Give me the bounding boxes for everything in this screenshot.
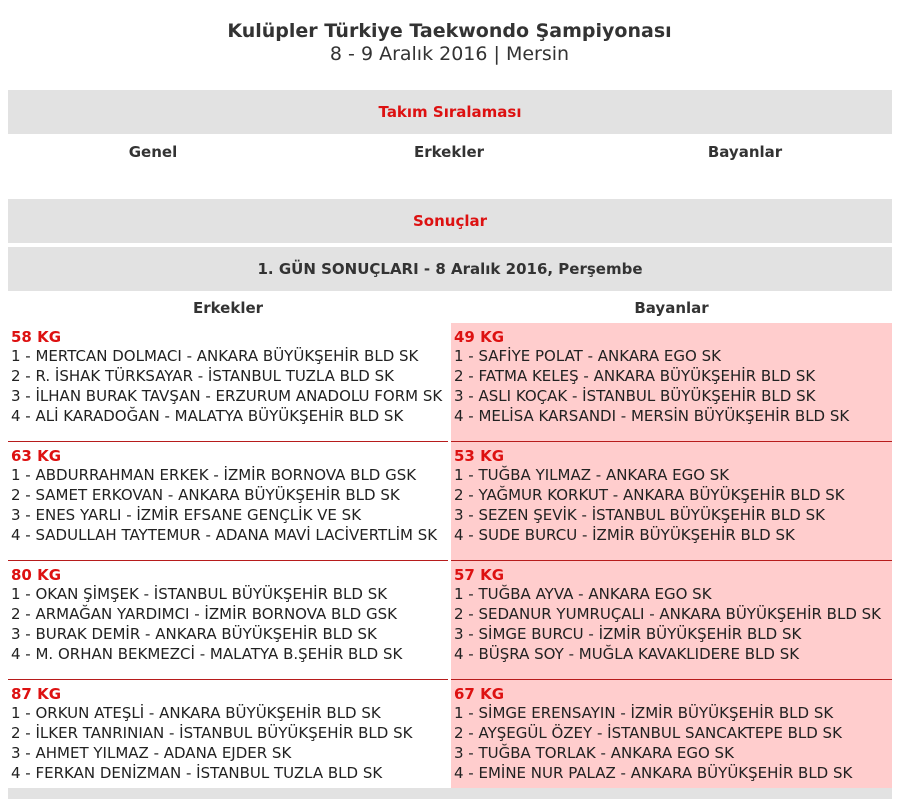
weight-class-label: 87 KG xyxy=(11,685,62,703)
weight-class-label: 63 KG xyxy=(11,447,62,465)
result-line: 1 - SAFİYE POLAT - ANKARA EGO SK xyxy=(454,347,721,365)
weight-class-label: 49 KG xyxy=(454,328,505,346)
result-line: 3 - ASLI KOÇAK - İSTANBUL BÜYÜKŞEHİR BLD SK xyxy=(454,387,816,405)
men-column-heading: Erkekler xyxy=(192,299,264,317)
page-header xyxy=(0,0,899,65)
page-subtitle: 8 - 9 Aralık 2016 | Mersin xyxy=(329,43,570,65)
men-results-column xyxy=(8,323,448,798)
team-ranking-heading: Takım Sıralaması xyxy=(8,90,892,134)
weight-class-group xyxy=(8,561,448,680)
tab-bayanlar[interactable]: Bayanlar xyxy=(707,143,783,161)
result-line: 3 - BURAK DEMİR - ANKARA BÜYÜKŞEHİR BLD SK xyxy=(11,625,377,643)
result-line: 4 - ALİ KARADOĞAN - MALATYA BÜYÜKŞEHİR BLD SK xyxy=(11,407,404,425)
weight-class-label: 53 KG xyxy=(454,447,505,465)
team-ranking-tabs xyxy=(8,143,892,163)
women-results-column xyxy=(451,323,892,798)
result-line: 1 - TUĞBA AYVA - ANKARA EGO SK xyxy=(454,585,712,603)
result-line: 3 - SEZEN ŞEVİK - İSTANBUL BÜYÜKŞEHİR BLD SK xyxy=(454,506,825,524)
result-line: 1 - TUĞBA YILMAZ - ANKARA EGO SK xyxy=(454,466,730,484)
result-line: 1 - ABDURRAHMAN ERKEK - İZMİR BORNOVA BLD GSK xyxy=(11,466,417,484)
next-section-band xyxy=(8,788,892,799)
result-line: 4 - BÜŞRA SOY - MUĞLA KAVAKLIDERE BLD SK xyxy=(454,645,800,663)
result-line: 1 - MERTCAN DOLMACI - ANKARA BÜYÜKŞEHİR BLD SK xyxy=(11,347,419,365)
result-line: 3 - SİMGE BURCU - İZMİR BÜYÜKŞEHİR BLD SK xyxy=(454,625,802,643)
result-line: 1 - OKAN ŞİMŞEK - İSTANBUL BÜYÜKŞEHİR BLD SK xyxy=(11,585,388,603)
result-line: 1 - SİMGE ERENSAYIN - İZMİR BÜYÜKŞEHİR BLD SK xyxy=(454,704,834,722)
page-title: Kulüpler Türkiye Taekwondo Şampiyonası xyxy=(227,20,672,42)
weight-class-group xyxy=(8,442,448,561)
weight-class-label: 67 KG xyxy=(454,685,505,703)
women-column-heading: Bayanlar xyxy=(634,299,709,317)
result-line: 2 - İLKER TANRINIAN - İSTANBUL BÜYÜKŞEHİR BLD SK xyxy=(11,724,413,742)
result-line: 2 - SEDANUR YUMRUÇALI - ANKARA BÜYÜKŞEHİR BLD SK xyxy=(454,605,882,623)
result-line: 1 - ORKUN ATEŞLİ - ANKARA BÜYÜKŞEHİR BLD SK xyxy=(11,704,381,722)
result-line: 2 - R. İSHAK TÜRKSAYAR - İSTANBUL TUZLA BLD SK xyxy=(11,367,394,385)
weight-class-group xyxy=(451,323,892,442)
result-line: 3 - ENES YARLI - İZMİR EFSANE GENÇLİK VE SK xyxy=(11,506,362,524)
day1-heading: 1. GÜN SONUÇLARI - 8 Aralık 2016, Perşembe xyxy=(8,247,892,291)
result-line: 2 - YAĞMUR KORKUT - ANKARA BÜYÜKŞEHİR BLD SK xyxy=(454,486,845,504)
result-line: 3 - TUĞBA TORLAK - ANKARA EGO SK xyxy=(454,744,734,762)
result-line: 2 - FATMA KELEŞ - ANKARA BÜYÜKŞEHİR BLD SK xyxy=(454,367,816,385)
weight-class-label: 58 KG xyxy=(11,328,62,346)
tab-genel[interactable]: Genel xyxy=(128,143,178,161)
result-line: 3 - AHMET YILMAZ - ADANA EJDER SK xyxy=(11,744,292,762)
weight-class-label: 80 KG xyxy=(11,566,62,584)
weight-class-group xyxy=(451,442,892,561)
weight-class-group xyxy=(451,680,892,798)
result-line: 4 - FERKAN DENİZMAN - İSTANBUL TUZLA BLD SK xyxy=(11,764,383,782)
result-line: 4 - MELİSA KARSANDI - MERSİN BÜYÜKŞEHİR BLD SK xyxy=(454,407,850,425)
result-line: 3 - İLHAN BURAK TAVŞAN - ERZURUM ANADOLU FORM SK xyxy=(11,387,443,405)
weight-class-group xyxy=(451,561,892,680)
weight-class-label: 57 KG xyxy=(454,566,505,584)
result-line: 2 - ARMAĞAN YARDIMCI - İZMİR BORNOVA BLD GSK xyxy=(11,605,397,623)
results-heading: Sonuçlar xyxy=(8,199,892,243)
result-line: 4 - M. ORHAN BEKMEZCİ - MALATYA B.ŞEHİR BLD SK xyxy=(11,645,403,663)
result-line: 2 - AYŞEGÜL ÖZEY - İSTANBUL SANCAKTEPE BLD SK xyxy=(454,724,842,742)
weight-class-group xyxy=(8,680,448,798)
result-line: 4 - SUDE BURCU - İZMİR BÜYÜKŞEHİR BLD SK xyxy=(454,526,795,544)
weight-class-group xyxy=(8,323,448,442)
result-line: 2 - SAMET ERKOVAN - ANKARA BÜYÜKŞEHİR BLD SK xyxy=(11,486,400,504)
result-line: 4 - EMİNE NUR PALAZ - ANKARA BÜYÜKŞEHİR BLD SK xyxy=(454,764,853,782)
tab-erkekler[interactable]: Erkekler xyxy=(413,143,485,161)
result-line: 4 - SADULLAH TAYTEMUR - ADANA MAVİ LACİVERTLİM SK xyxy=(11,526,438,544)
